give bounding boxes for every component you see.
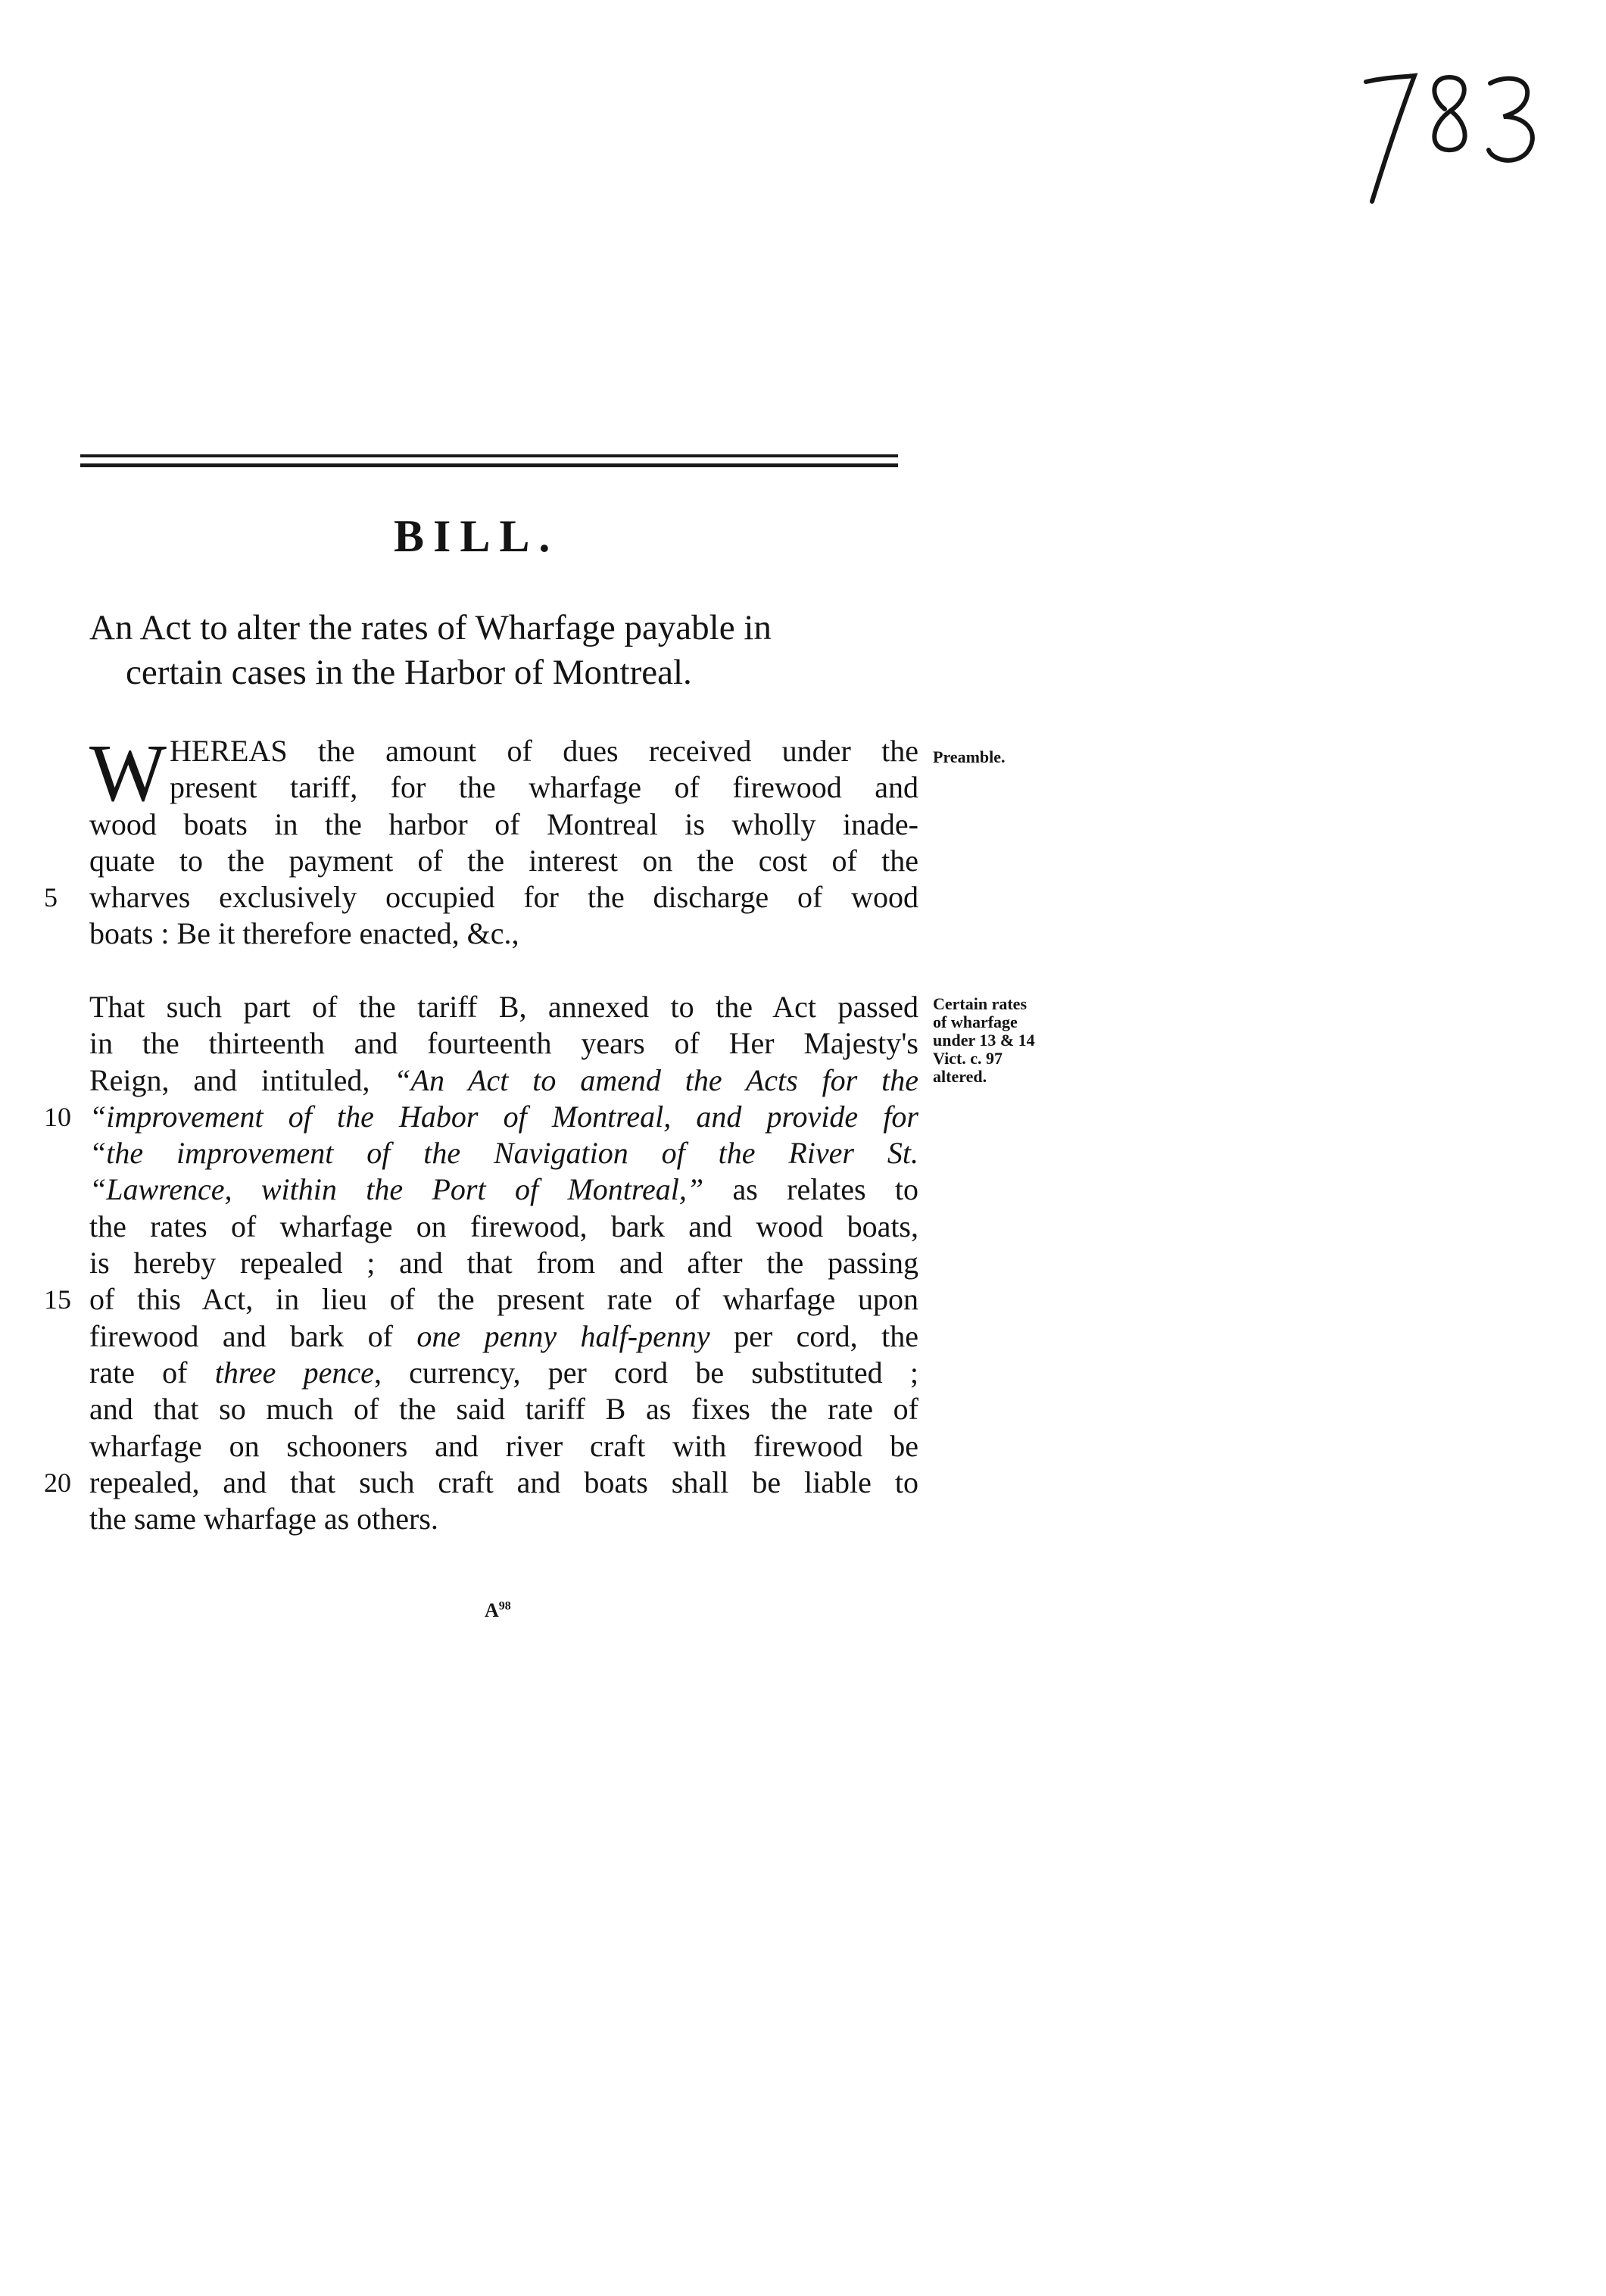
signature-number: 98	[498, 1599, 511, 1613]
section-line-text: per cord, the	[709, 1318, 918, 1353]
preamble-line-text: wharves exclusively occupied for the discharge of wood	[89, 880, 918, 915]
line-number: 15	[44, 1284, 71, 1315]
margin-note-line: Vict. c. 97	[933, 1049, 1003, 1068]
top-rule	[80, 454, 898, 457]
printer-signature	[485, 1599, 511, 1622]
top-rule-double	[80, 463, 898, 467]
section-line-italic: three pence	[214, 1355, 374, 1390]
section-line-italic: “the improvement of the Navigation of the River St.	[89, 1136, 918, 1171]
handwritten-page-number	[1355, 67, 1552, 211]
act-title	[89, 606, 945, 695]
margin-note-line: altered.	[933, 1067, 987, 1086]
section-line	[89, 1135, 918, 1171]
section-line-text: firewood and bark of	[89, 1318, 417, 1353]
section-line: the same wharfage as others.	[89, 1502, 438, 1536]
section-line: wharfage on schooners and river craft with firewood be	[89, 1428, 918, 1463]
margin-note-line: Certain rates	[933, 994, 1028, 1013]
line-number: 20	[44, 1467, 71, 1498]
preamble-line: boats : Be it therefore enacted, &c.,	[89, 916, 519, 951]
preamble-line: HEREAS the amount of dues received under the	[170, 734, 918, 768]
preamble-line: quate to the payment of the interest on the cost of the	[89, 843, 918, 878]
bill-title: BILL.	[394, 511, 560, 561]
section-line-italic: “An Act to amend the Acts for the	[394, 1062, 918, 1097]
section-line	[89, 1062, 918, 1099]
act-title-line-1: An Act to alter the rates of Wharfage payable in	[89, 608, 772, 647]
preamble-line	[44, 879, 918, 916]
section-line-text: , currency, per cord be substituted ;	[373, 1355, 918, 1390]
margin-note-section-1	[933, 995, 1035, 1086]
section-line-italic: “improvement of the Habor of Montreal, and provide for	[89, 1099, 918, 1134]
line-number: 5	[44, 882, 58, 913]
line-number: 10	[44, 1101, 71, 1132]
preamble	[44, 728, 918, 953]
section-line: in the thirteenth and fourteenth years of Her Majesty's	[89, 1026, 918, 1061]
margin-note-line: under 13 & 14	[933, 1031, 1035, 1050]
section-line-italic: “Lawrence, within the Port of Montreal,”	[89, 1172, 704, 1207]
preamble-line: wood boats in the harbor of Montreal is wholly inade-	[89, 806, 918, 841]
section-line: the rates of wharfage on firewood, bark and wood boats,	[89, 1209, 918, 1243]
section-line-text: rate of	[89, 1355, 215, 1390]
signature-letter: A	[485, 1599, 499, 1621]
section-line: That such part of the tariff B, annexed to the Act passed	[89, 990, 918, 1024]
margin-note-line: of wharfage	[933, 1012, 1018, 1031]
margin-note-preamble: Preamble.	[933, 747, 1006, 766]
drop-cap: W	[89, 728, 167, 819]
section-line	[44, 1099, 918, 1135]
section-line	[89, 1355, 918, 1391]
section-line	[44, 1281, 918, 1318]
section-line	[44, 1465, 918, 1501]
section-line-text: of this Act, in lieu of the present rate of wharfage upon	[89, 1282, 918, 1317]
preamble-line: present tariff, for the wharfage of firewood and	[170, 770, 918, 805]
section-line-text: repealed, and that such craft and boats shall be liable to	[89, 1465, 918, 1499]
section-line: and that so much of the said tariff B as fixes the rate of	[89, 1392, 918, 1427]
section-line-text: as relates to	[703, 1172, 918, 1207]
section-line-italic: one penny half-penny	[416, 1318, 710, 1353]
section-1	[44, 989, 918, 1537]
section-line	[89, 1318, 918, 1355]
section-line: is hereby repealed ; and that from and after the passing	[89, 1246, 918, 1281]
section-line	[89, 1171, 918, 1208]
section-line-text: Reign, and intituled,	[89, 1062, 394, 1097]
act-title-line-2: certain cases in the Harbor of Montreal.	[126, 653, 692, 692]
